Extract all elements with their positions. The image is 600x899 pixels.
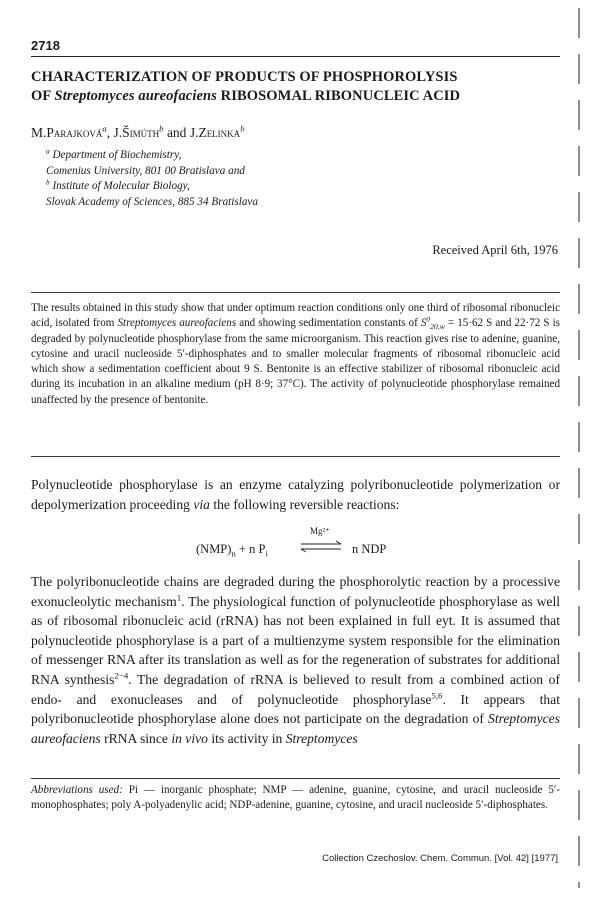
author-list (31, 125, 245, 141)
author-3-mark: b (240, 123, 245, 134)
received-date: Received April 6th, 1976 (432, 243, 558, 257)
body-text-5: rRNA since (100, 730, 172, 746)
body-text-6: its activity in (207, 730, 286, 746)
title-line-2-post: RIBOSOMAL RIBONUCLEIC ACID (216, 88, 461, 104)
equation-i-sub: i (265, 548, 268, 559)
affiliation-a-mark: a (46, 147, 50, 156)
intro-paragraph (31, 475, 560, 514)
author-2-mark: b (159, 123, 164, 134)
title-species: Streptomyces aureofaciens (54, 88, 217, 104)
intro-text-1: Polynucleotide phosphorylase is an enzyme catalyzing polyribonucleotide polymerization or depolymerization proceeding (31, 477, 560, 512)
ref-1: 1 (176, 592, 182, 603)
abstract-text-3: = 15·62 S and 22·72 S is degraded by polynucleotide phosphorylase from the same microorganism. This reaction gives rise to adenine, guanine, cytosine and uracil nucleoside 5′-diphosphates and to smaller molecular fragments of ribosomal ribonucleic acid which show a sedimentation coefficient about 9 S. Bentonite is an effective stabilizer of ribosomal ribonucleic acid during its incubation in an alkaline medium (pH 8·9; 37°C). The activity of polynucleotide phosphorylase remained unaffected by the presence of bentonite. (31, 317, 560, 406)
equation-pi: + n P (235, 542, 266, 556)
abstract (31, 301, 560, 408)
footnote-text: Pi — inorganic phosphate; NMP — adenine, guanine, cytosine, and uracil nucleoside 5′-monophosphates; poly A-polyadenylic acid; NDP-adenine, guanine, cytosine, and uracil nucleoside 5′-diphosphates. (31, 784, 560, 812)
equilibrium-arrow-icon (299, 536, 343, 556)
equation-nmp: (NMP) (196, 542, 232, 556)
affiliations (46, 148, 466, 210)
abbreviations-footnote (31, 783, 560, 814)
body-genus: Streptomyces (285, 730, 358, 746)
body-text-1: The polyribonucleotide chains are degraded during the phosphorolytic reaction by a processive exonucleolytic mechanism (31, 574, 560, 609)
author-and: and (163, 125, 190, 140)
page-edge-shadow (578, 8, 580, 888)
equation-lhs (196, 542, 268, 557)
title-line-2-pre: OF (31, 88, 55, 104)
abstract-top-rule (31, 292, 560, 293)
intro-text-2: the following reversible reactions: (209, 496, 400, 512)
journal-citation: Collection Czechoslov. Chem. Commun. [Vol. 42] [1977] (322, 853, 558, 864)
affiliation-a-line-1 (46, 148, 466, 164)
ref-5-6: 5,6 (431, 690, 443, 701)
title-line-1: CHARACTERIZATION OF PRODUCTS OF PHOSPHOROLYSIS (31, 69, 458, 85)
affiliation-b-line-1 (46, 179, 466, 195)
intro-via: via (193, 496, 210, 512)
author-1: M.Parajková (31, 125, 103, 140)
abstract-text-2: and showing sedimentation constants of (236, 317, 421, 330)
author-2: J.Šimúth (113, 125, 160, 140)
affiliation-b-dept: Institute of Molecular Biology, (52, 180, 190, 192)
article-title (31, 68, 560, 106)
body-paragraph (31, 572, 560, 748)
body-species: Streptomyces aureofaciens (31, 711, 560, 746)
equation-catalyst: Mg²⁺ (310, 526, 330, 536)
title-line-2 (31, 87, 560, 106)
affiliation-b-line-2: Slovak Academy of Sciences, 885 34 Bratislava (46, 195, 258, 208)
author-1-mark: a (102, 123, 107, 134)
body-text-3: . The degradation of rRNA is believed to result from a combined action of endo- and exonucleases and of polynucleotide phosphorylase (31, 671, 560, 707)
body-text-4: . It appears that polyribonucleotide phosphorylase alone does not participate on the degradation of (31, 691, 560, 727)
abstract-species: Streptomyces aureofaciens (117, 317, 237, 330)
footnote-label: Abbreviations used: (31, 784, 123, 796)
author-separator: , (106, 125, 114, 140)
equation-n-sub: n (231, 548, 236, 559)
equation-rhs: n NDP (352, 542, 387, 556)
sedimentation-symbol (420, 315, 445, 332)
sedimentation-s: S (420, 317, 427, 330)
footnote-rule (31, 778, 560, 779)
header-rule (31, 56, 560, 57)
body-text-2: . The physiological function of polynucleotide phosphorylase as well as of ribosomal ribonucleic acid (rRNA) has not been explained in full eyt. It is assumed that polynucleotide phosphorylase is a part of a multienzyme system responsible for the elimination of messenger RNA after its translation as well as for the regeneration of substrates for additional RNA synthesis (31, 593, 560, 687)
ref-2-4: 2−4 (114, 670, 129, 681)
affiliation-b-mark: b (46, 178, 50, 187)
sedimentation-super: 0 (426, 315, 430, 324)
body-in-vivo: in vivo (171, 730, 208, 746)
sedimentation-sub: 20,w (429, 322, 445, 332)
abstract-bottom-rule (31, 456, 560, 457)
page-number: 2718 (31, 38, 60, 53)
affiliation-a-line-2: Comenius University, 801 00 Bratislava and (46, 164, 245, 177)
affiliation-a-dept: Department of Biochemistry, (52, 149, 182, 161)
abstract-text-1: The results obtained in this study show that under optimum reaction conditions only one third of ribosomal ribonucleic acid, isolated from (31, 302, 560, 330)
author-3: J.Zelinka (189, 125, 241, 140)
reaction-equation (196, 526, 446, 564)
